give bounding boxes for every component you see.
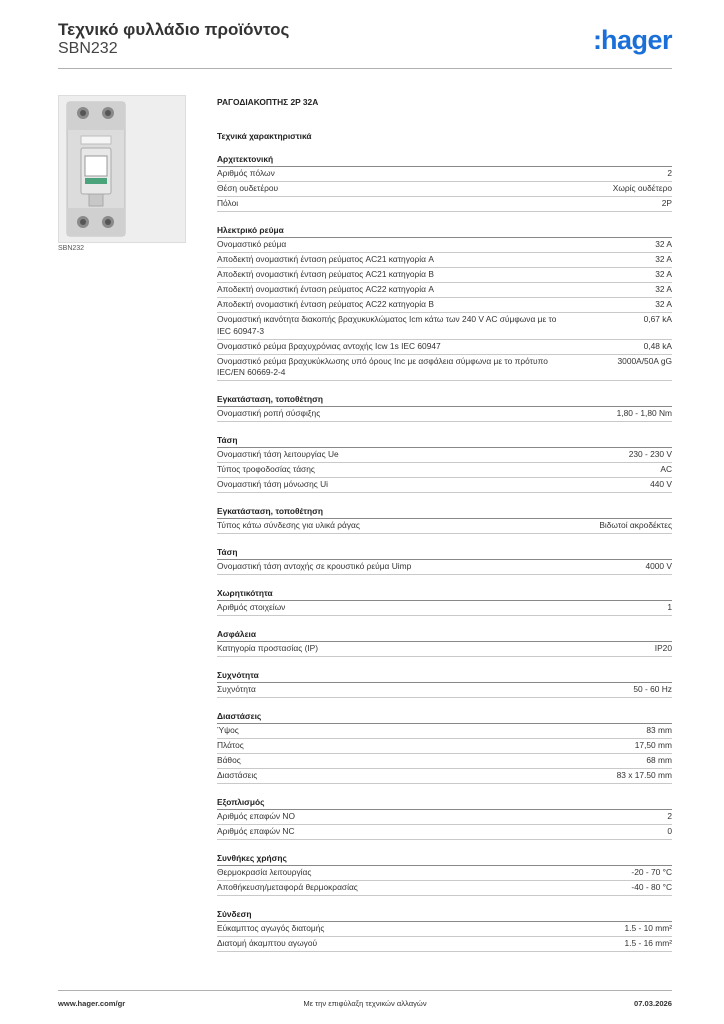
spec-label: Αριθμός επαφών NO bbox=[217, 811, 295, 821]
spec-label: Αριθμός στοιχείων bbox=[217, 602, 286, 612]
spec-section bbox=[217, 225, 672, 381]
spec-value: 1.5 - 10 mm² bbox=[624, 923, 672, 933]
spec-label: Αριθμός επαφών NC bbox=[217, 826, 295, 836]
spec-row bbox=[217, 601, 672, 616]
spec-section bbox=[217, 547, 672, 575]
spec-section bbox=[217, 154, 672, 212]
spec-value: 50 - 60 Hz bbox=[633, 684, 672, 694]
footer-note: Με την επιφύλαξη τεχνικών αλλαγών bbox=[303, 999, 427, 1008]
spec-row bbox=[217, 355, 672, 382]
spec-value: 32 A bbox=[655, 239, 672, 249]
spec-label: Βάθος bbox=[217, 755, 241, 765]
footer-divider bbox=[58, 990, 672, 991]
spec-label: Θέση ουδετέρου bbox=[217, 183, 279, 193]
spec-label: Ονομαστική ροπή σύσφιξης bbox=[217, 408, 321, 418]
section-title: Συχνότητα bbox=[217, 670, 672, 683]
spec-section bbox=[217, 588, 672, 616]
spec-value: 32 A bbox=[655, 284, 672, 294]
spec-label: Διατομή άκαμπτου αγωγού bbox=[217, 938, 318, 948]
spec-row bbox=[217, 313, 672, 340]
spec-value: 83 mm bbox=[646, 725, 672, 735]
spec-value: 32 A bbox=[655, 254, 672, 264]
section-title: Ασφάλεια bbox=[217, 629, 672, 642]
spec-value: 1,80 - 1,80 Nm bbox=[616, 408, 672, 418]
spec-row bbox=[217, 937, 672, 952]
footer-date: 07.03.2026 bbox=[633, 999, 672, 1008]
spec-label: Ονομαστικό ρεύμα βραχυκύκλωσης υπό όρους Inc με ασφάλεια σύμφωνα με το πρότυπο IEC/EN 60669-2-4 bbox=[217, 355, 548, 377]
spec-value: -40 - 80 °C bbox=[631, 882, 672, 892]
spec-value: -20 - 70 °C bbox=[631, 867, 672, 877]
logo-colon: : bbox=[592, 25, 600, 55]
spec-row bbox=[217, 253, 672, 268]
spec-label: Αριθμός πόλων bbox=[217, 168, 275, 178]
section-title: Εξοπλισμός bbox=[217, 797, 672, 810]
spec-row bbox=[217, 825, 672, 840]
section-title: Συνθήκες χρήσης bbox=[217, 853, 672, 866]
spec-row bbox=[217, 810, 672, 825]
image-caption: SBN232 bbox=[58, 245, 85, 252]
spec-row bbox=[217, 238, 672, 253]
footer-website: www.hager.com/gr bbox=[58, 999, 126, 1008]
spec-label: Αποδεκτή ονομαστική ένταση ρεύματος AC22 κατηγορία A bbox=[217, 284, 434, 294]
spec-value: 1.5 - 16 mm² bbox=[624, 938, 672, 948]
spec-value: 2P bbox=[661, 198, 672, 208]
spec-value: IP20 bbox=[654, 643, 672, 653]
spec-value: 2 bbox=[667, 811, 672, 821]
spec-label: Συχνότητα bbox=[217, 684, 256, 694]
spec-label: Ονομαστική τάση αντοχής σε κρουστικό ρεύμα Uimp bbox=[217, 561, 412, 571]
spec-row bbox=[217, 478, 672, 493]
spec-value: 0,67 kA bbox=[643, 314, 672, 324]
spec-value: 230 - 230 V bbox=[628, 449, 672, 459]
product-image bbox=[58, 95, 186, 243]
spec-label: Αποδεκτή ονομαστική ένταση ρεύματος AC21 κατηγορία A bbox=[217, 254, 434, 264]
header-divider bbox=[58, 68, 672, 69]
spec-value: 0,48 kA bbox=[643, 340, 672, 351]
spec-section bbox=[217, 629, 672, 657]
spec-label: Τύπος κάτω σύνδεσης για υλικά ράγας bbox=[217, 520, 360, 530]
spec-label: Ονομαστική ικανότητα διακοπής βραχυκυκλώματος Icm κάτω των 240 V AC σύμφωνα με το IEC 60947-3 bbox=[217, 314, 557, 336]
spec-row bbox=[217, 560, 672, 575]
section-title: Εγκατάσταση, τοποθέτηση bbox=[217, 506, 672, 519]
spec-section bbox=[217, 506, 672, 534]
spec-label: Ονομαστικό ρεύμα bbox=[217, 239, 287, 249]
spec-section bbox=[217, 670, 672, 698]
spec-value: AC bbox=[660, 464, 672, 474]
spec-label: Αποδεκτή ονομαστική ένταση ρεύματος AC22 κατηγορία B bbox=[217, 299, 434, 309]
spec-row bbox=[217, 683, 672, 698]
spec-row bbox=[217, 268, 672, 283]
section-title: Τάση bbox=[217, 435, 672, 448]
spec-row bbox=[217, 463, 672, 478]
spec-label: Ονομαστικό ρεύμα βραχυχρόνιας αντοχής Icw 1s IEC 60947 bbox=[217, 340, 441, 351]
spec-label: Αποδεκτή ονομαστική ένταση ρεύματος AC21 κατηγορία B bbox=[217, 269, 434, 279]
section-title: Εγκατάσταση, τοποθέτηση bbox=[217, 394, 672, 407]
spec-value: Χωρίς ουδέτερο bbox=[612, 183, 672, 193]
spec-label: Κατηγορία προστασίας (IP) bbox=[217, 643, 319, 653]
spec-label: Εύκαμπτος αγωγός διατομής bbox=[217, 923, 325, 933]
spec-section bbox=[217, 435, 672, 493]
spec-value: 0 bbox=[667, 826, 672, 836]
section-title: Σύνδεση bbox=[217, 909, 672, 922]
section-title: Διαστάσεις bbox=[217, 711, 672, 724]
spec-label: Τύπος τροφοδοσίας τάσης bbox=[217, 464, 315, 474]
spec-row bbox=[217, 922, 672, 937]
spec-content bbox=[217, 96, 672, 952]
hager-logo bbox=[593, 25, 672, 56]
spec-section bbox=[217, 853, 672, 896]
spec-row bbox=[217, 167, 672, 182]
spec-label: Πόλοι bbox=[217, 198, 239, 208]
section-title: Αρχιτεκτονική bbox=[217, 154, 672, 167]
spec-row bbox=[217, 197, 672, 212]
spec-row bbox=[217, 724, 672, 739]
spec-value: 83 x 17.50 mm bbox=[616, 770, 672, 780]
spec-row bbox=[217, 866, 672, 881]
spec-row bbox=[217, 519, 672, 534]
spec-row bbox=[217, 881, 672, 896]
product-code: SBN232 bbox=[58, 40, 118, 57]
spec-value: 17,50 mm bbox=[634, 740, 672, 750]
spec-value: 440 V bbox=[650, 479, 672, 489]
spec-row bbox=[217, 448, 672, 463]
spec-label: Πλάτος bbox=[217, 740, 244, 750]
spec-section bbox=[217, 909, 672, 952]
spec-value: 32 A bbox=[655, 269, 672, 279]
spec-row bbox=[217, 642, 672, 657]
spec-label: Ονομαστική τάση λειτουργίας Ue bbox=[217, 449, 339, 459]
spec-row bbox=[217, 407, 672, 422]
spec-value: 4000 V bbox=[645, 561, 672, 571]
spec-row bbox=[217, 298, 672, 313]
document-title: Τεχνικό φυλλάδιο προϊόντος bbox=[58, 20, 290, 39]
spec-row bbox=[217, 754, 672, 769]
spec-section bbox=[217, 394, 672, 422]
spec-row bbox=[217, 769, 672, 784]
spec-section bbox=[217, 711, 672, 784]
spec-value: 2 bbox=[667, 168, 672, 178]
section-title: Ηλεκτρικό ρεύμα bbox=[217, 225, 672, 238]
tech-heading: Τεχνικά χαρακτηριστικά bbox=[217, 131, 312, 141]
spec-row bbox=[217, 340, 672, 355]
page-footer bbox=[58, 990, 672, 1012]
spec-section bbox=[217, 797, 672, 840]
section-title: Χωρητικότητα bbox=[217, 588, 672, 601]
section-title: Τάση bbox=[217, 547, 672, 560]
spec-label: Διαστάσεις bbox=[217, 770, 258, 780]
spec-sections bbox=[217, 154, 672, 952]
spec-label: Ύψος bbox=[217, 725, 239, 735]
spec-value: 3000A/50A gG bbox=[617, 355, 672, 366]
spec-value: 68 mm bbox=[646, 755, 672, 765]
spec-label: Αποθήκευση/μεταφορά θερμοκρασίας bbox=[217, 882, 358, 892]
spec-row bbox=[217, 739, 672, 754]
spec-label: Θερμοκρασία λειτουργίας bbox=[217, 867, 312, 877]
document-header bbox=[58, 20, 289, 58]
spec-value: 32 A bbox=[655, 299, 672, 309]
product-name: ΡΑΓΟΔΙΑΚΟΠΤΗΣ 2P 32A bbox=[217, 97, 319, 107]
breaker-illustration bbox=[59, 96, 185, 242]
logo-text: hager bbox=[600, 25, 672, 55]
spec-label: Ονομαστική τάση μόνωσης Ui bbox=[217, 479, 329, 489]
spec-row bbox=[217, 283, 672, 298]
spec-row bbox=[217, 182, 672, 197]
spec-value: Βιδωτοί ακροδέκτες bbox=[599, 520, 672, 530]
spec-value: 1 bbox=[667, 602, 672, 612]
